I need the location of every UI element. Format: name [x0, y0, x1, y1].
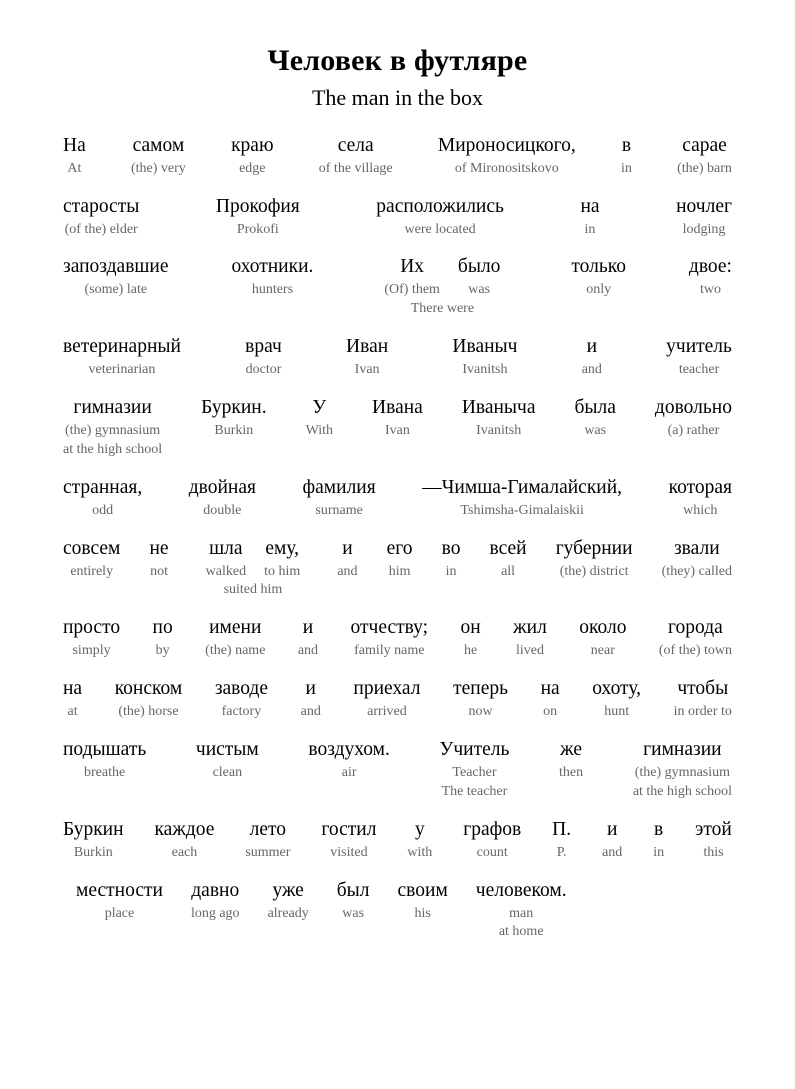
word-pair — [297, 616, 319, 661]
source-word: чтобы — [677, 678, 729, 700]
source-word: по — [152, 617, 173, 639]
word-pair — [230, 134, 274, 179]
source-word: только — [571, 256, 626, 278]
gloss-word: entirely — [70, 563, 114, 579]
source-word: учитель — [666, 336, 732, 358]
source-word: конском — [114, 678, 183, 700]
word-pair — [551, 818, 572, 863]
source-word: фамилия — [302, 476, 376, 498]
source-word: около — [579, 617, 627, 639]
gloss-word: hunters — [251, 282, 294, 298]
word-pair — [512, 616, 548, 661]
gloss-word: veterinarian — [88, 362, 156, 378]
word-pair — [591, 677, 642, 722]
word-pair — [215, 195, 301, 240]
source-word: Иван — [346, 336, 389, 358]
word-pair — [665, 335, 733, 380]
source-word: и — [305, 678, 316, 700]
source-word: этой — [695, 818, 732, 840]
source-word: теперь — [453, 678, 509, 700]
gloss-word: in — [620, 160, 632, 176]
gloss-word: At — [67, 160, 82, 176]
word-pair — [668, 476, 733, 521]
word-pair — [200, 396, 267, 441]
word-pair — [406, 818, 433, 863]
gloss-word: his — [414, 905, 431, 921]
word-pair — [114, 677, 184, 722]
word-pair — [254, 879, 323, 924]
word-pair — [540, 677, 561, 722]
gloss-word: edge — [239, 160, 266, 176]
gloss-word: of Mironositskovo — [454, 160, 559, 176]
word-pair — [632, 738, 733, 802]
gloss-word: air — [341, 765, 357, 781]
word-pair — [62, 476, 143, 521]
gloss-word: each — [171, 844, 198, 860]
gloss-word: and — [337, 563, 358, 579]
word-pair — [371, 396, 424, 441]
source-word: же — [560, 739, 583, 761]
word-pair — [437, 134, 577, 179]
word-pair — [441, 537, 462, 582]
word-pair — [676, 134, 733, 179]
source-word: запоздавшие — [63, 256, 169, 278]
text-line — [62, 818, 733, 863]
word-pair — [204, 616, 266, 661]
source-word: старосты — [63, 195, 140, 217]
source-word: На — [63, 134, 86, 156]
word-pair — [214, 677, 269, 722]
word-pair — [62, 879, 177, 924]
source-word: на — [580, 195, 600, 217]
source-word: он — [460, 617, 481, 639]
gloss-word: were located — [404, 221, 476, 237]
word-pair — [658, 616, 733, 661]
source-word: расположились — [376, 195, 504, 217]
source-word: довольно — [654, 397, 732, 419]
word-pair — [177, 879, 254, 924]
source-word: Прокофия — [215, 195, 300, 217]
word-pair — [62, 537, 121, 582]
source-word: села — [337, 134, 374, 156]
gloss-word: summer — [245, 844, 291, 860]
word-pair — [62, 335, 182, 380]
word-pair — [152, 616, 174, 661]
word-pair — [449, 255, 510, 300]
source-word: которая — [668, 476, 732, 498]
source-word: охотники. — [231, 256, 314, 278]
word-pair — [460, 616, 482, 661]
word-pair — [661, 537, 733, 582]
gloss-word: Ivan — [384, 423, 410, 439]
gloss-word: (the) name — [205, 643, 266, 659]
word-pair — [62, 738, 147, 783]
source-word: города — [668, 617, 723, 639]
word-pair — [555, 537, 634, 582]
gloss-word: already — [267, 905, 309, 921]
word-pair — [688, 255, 733, 300]
source-word: гимназии — [643, 739, 722, 761]
word-pair — [570, 255, 627, 300]
source-word: и — [586, 336, 598, 358]
source-word: —Чимша-Гималайский, — [422, 476, 623, 498]
gloss-word: and — [581, 362, 602, 378]
word-pair — [375, 195, 505, 240]
gloss-word: (the) barn — [677, 160, 732, 176]
source-word: странная, — [63, 476, 143, 498]
word-pair — [384, 879, 462, 924]
gloss-word: only — [586, 282, 612, 298]
word-pair — [62, 677, 83, 722]
gloss-word: was — [468, 282, 491, 298]
source-word: двойная — [188, 476, 256, 498]
source-word: губернии — [555, 537, 633, 559]
word-pair — [62, 195, 140, 240]
word-pair — [601, 818, 623, 863]
gloss-word: place — [104, 905, 135, 921]
word-pair — [350, 616, 430, 661]
gloss-word: two — [699, 282, 721, 298]
word-pair — [421, 476, 623, 521]
word-pair — [673, 677, 733, 722]
gloss-word: near — [590, 643, 615, 659]
word-pair — [255, 537, 309, 582]
word-pair — [323, 879, 384, 924]
text-line — [62, 335, 733, 380]
source-word: не — [149, 537, 169, 559]
text-line — [62, 879, 733, 943]
word-pair — [581, 335, 603, 380]
source-word: совсем — [63, 537, 121, 559]
gloss-word: walked — [205, 563, 247, 579]
word-pair — [462, 818, 522, 863]
gloss-word: double — [203, 502, 242, 518]
word-pair — [489, 537, 528, 582]
gloss-word: doctor — [245, 362, 282, 378]
source-word: охоту, — [592, 678, 641, 700]
source-word: чистым — [195, 739, 259, 761]
page-subtitle-english: The man in the box — [311, 84, 484, 110]
gloss-word: with — [407, 844, 433, 860]
word-group — [197, 537, 310, 601]
source-word: на — [63, 678, 83, 700]
source-word: Ивана — [372, 397, 423, 419]
gloss-word: Ivan — [354, 362, 380, 378]
source-word: краю — [231, 134, 274, 156]
word-pair — [451, 335, 518, 380]
gloss-word: odd — [92, 502, 114, 518]
source-word: всей — [489, 537, 527, 559]
word-pair — [62, 616, 121, 661]
word-pair — [244, 335, 283, 380]
gloss-word: in — [445, 563, 457, 579]
gloss-word: clean — [212, 765, 243, 781]
source-word: Буркин — [63, 818, 124, 840]
gloss-word: factory — [221, 704, 262, 720]
word-pair — [62, 396, 163, 460]
word-pair — [694, 818, 733, 863]
source-word: П. — [552, 818, 572, 840]
gloss-word: Burkin — [73, 844, 113, 860]
source-word: и — [606, 818, 618, 840]
word-pair — [195, 738, 260, 783]
source-word: графов — [463, 818, 522, 840]
gloss-word: and — [300, 704, 321, 720]
gloss-word: surname — [315, 502, 363, 518]
word-pair — [307, 738, 390, 783]
gloss-word: hunt — [604, 704, 630, 720]
source-word: воздухом. — [308, 739, 390, 761]
text-line — [62, 195, 733, 240]
word-pair — [352, 677, 421, 722]
gloss-word: Burkin — [214, 423, 254, 439]
gloss-word: breathe — [84, 765, 126, 781]
gloss-word-alt: at home — [498, 924, 544, 940]
gloss-word: visited — [330, 844, 368, 860]
gloss-word: Tshimsha-Gimalaiskii — [460, 502, 584, 518]
source-word: самом — [132, 134, 185, 156]
source-word: ему, — [265, 537, 299, 559]
gloss-word: simply — [72, 643, 111, 659]
source-word: было — [457, 256, 501, 278]
gloss-word: this — [703, 844, 724, 860]
gloss-word: not — [150, 563, 168, 579]
word-pair — [558, 738, 584, 783]
source-word: лето — [249, 818, 287, 840]
word-pair — [574, 396, 617, 441]
gloss-word: all — [501, 563, 516, 579]
gloss-word: lodging — [682, 221, 726, 237]
word-pair — [197, 537, 255, 582]
gloss-word: (of the) elder — [64, 221, 138, 237]
gloss-word: at — [67, 704, 78, 720]
word-pair — [62, 255, 170, 300]
source-word: звали — [673, 537, 720, 559]
source-word: гостил — [321, 818, 377, 840]
gloss-phrase: There were — [410, 301, 475, 317]
text-line — [62, 476, 733, 521]
word-pair — [302, 476, 377, 521]
word-pair — [148, 537, 169, 582]
source-word: ветеринарный — [63, 336, 181, 358]
gloss-word: and — [602, 844, 623, 860]
gloss-word: (of the) town — [658, 643, 732, 659]
gloss-word: (a) rather — [667, 423, 720, 439]
source-word: в — [654, 818, 664, 840]
source-word: Буркин. — [201, 397, 267, 419]
gloss-word: then — [559, 765, 584, 781]
gloss-word: P. — [556, 844, 567, 860]
source-word: его — [386, 537, 413, 559]
gloss-word: teacher — [678, 362, 720, 378]
source-word: заводе — [214, 678, 269, 700]
word-pair — [675, 195, 733, 240]
source-word: в — [621, 134, 632, 156]
word-pair — [130, 134, 187, 179]
text-line — [62, 255, 733, 319]
gloss-word: Ivanitsh — [476, 423, 522, 439]
source-word: была — [574, 397, 616, 419]
source-word: во — [441, 537, 461, 559]
gloss-word: count — [476, 844, 508, 860]
word-pair — [375, 255, 449, 300]
gloss-word: long ago — [190, 905, 240, 921]
source-word: был — [336, 879, 370, 901]
word-pair — [62, 134, 87, 179]
gloss-word: (the) horse — [118, 704, 179, 720]
gloss-word: (the) gymnasium — [634, 765, 731, 781]
word-pair — [345, 335, 389, 380]
source-word: у — [414, 818, 425, 840]
gloss-word: (the) very — [131, 160, 186, 176]
gloss-word: lived — [515, 643, 544, 659]
source-word: шла — [209, 537, 243, 559]
text-line — [62, 738, 733, 802]
source-word: ночлег — [676, 195, 732, 217]
gloss-word-alt: The teacher — [441, 783, 508, 799]
source-word: Иваныч — [452, 336, 518, 358]
gloss-word: now — [468, 704, 493, 720]
word-group-words — [375, 255, 509, 300]
source-word: человеком. — [475, 879, 567, 901]
gloss-word: of the village — [318, 160, 393, 176]
source-word: Иваныча — [461, 397, 536, 419]
word-pair — [320, 818, 377, 863]
gloss-word-alt: at the high school — [63, 441, 163, 457]
gloss-word: Teacher — [452, 765, 497, 781]
gloss-word: family name — [354, 643, 425, 659]
gloss-word: him — [388, 563, 411, 579]
gloss-word: (the) gymnasium — [64, 423, 161, 439]
source-word: Их — [400, 256, 425, 278]
gloss-word-alt: at the high school — [632, 783, 732, 799]
source-word: своим — [397, 879, 448, 901]
gloss-word: (Of) them — [384, 282, 440, 298]
word-pair — [386, 537, 414, 582]
source-word: жил — [513, 617, 547, 639]
source-word: и — [302, 617, 314, 639]
gloss-word: man — [509, 905, 534, 921]
source-word: Мироносицкого, — [437, 134, 576, 156]
source-word: двое: — [688, 256, 732, 278]
text-line — [62, 537, 733, 601]
word-pair — [462, 879, 581, 943]
word-group-words — [197, 537, 310, 582]
gloss-word: Prokofi — [236, 221, 279, 237]
word-pair — [578, 616, 627, 661]
gloss-word: which — [683, 502, 718, 518]
gloss-word: arrived — [367, 704, 407, 720]
gloss-word: in — [653, 844, 665, 860]
gloss-phrase: suited him — [223, 582, 283, 598]
source-word: приехал — [353, 678, 421, 700]
word-pair — [318, 134, 394, 179]
gloss-word: Ivanitsh — [462, 362, 508, 378]
word-pair — [305, 396, 334, 441]
source-word: отчеству; — [350, 617, 429, 639]
gloss-word: in order to — [673, 704, 732, 720]
word-pair — [452, 677, 509, 722]
word-pair — [439, 738, 511, 802]
word-pair — [654, 396, 733, 441]
gloss-word: (some) late — [84, 282, 148, 298]
gloss-word: was — [584, 423, 607, 439]
source-word: уже — [272, 879, 304, 901]
source-word: врач — [245, 336, 282, 358]
source-word: давно — [191, 879, 240, 901]
text-line — [62, 134, 733, 179]
text-line — [62, 677, 733, 722]
gloss-word: he — [464, 643, 478, 659]
word-pair — [230, 255, 314, 300]
gloss-word: on — [543, 704, 558, 720]
source-word: сарае — [682, 134, 727, 156]
word-pair — [62, 818, 125, 863]
word-pair — [620, 134, 633, 179]
source-word: У — [312, 397, 327, 419]
gloss-word: With — [305, 423, 334, 439]
gloss-word: was — [342, 905, 365, 921]
page-title-russian: Человек в футляре — [267, 44, 528, 77]
word-pair — [300, 677, 322, 722]
gloss-word: (they) called — [661, 563, 732, 579]
source-word: подышать — [63, 739, 147, 761]
gloss-word: and — [297, 643, 319, 659]
interlinear-text-body — [62, 134, 733, 943]
source-word: местности — [76, 879, 163, 901]
word-group — [375, 255, 509, 319]
gloss-word: by — [155, 643, 170, 659]
source-word: Учитель — [439, 739, 510, 761]
gloss-word: in — [584, 221, 596, 237]
source-word: каждое — [154, 818, 215, 840]
text-line — [62, 616, 733, 661]
word-pair — [244, 818, 291, 863]
word-pair — [188, 476, 257, 521]
text-line — [62, 396, 733, 460]
source-word: просто — [63, 617, 121, 639]
gloss-word: to him — [264, 563, 301, 579]
source-word: на — [540, 678, 560, 700]
word-pair — [461, 396, 537, 441]
gloss-word: (the) district — [559, 563, 629, 579]
word-pair — [154, 818, 216, 863]
source-word: и — [342, 537, 353, 559]
word-pair — [652, 818, 665, 863]
word-pair — [579, 195, 600, 240]
word-pair — [336, 537, 358, 582]
source-word: имени — [209, 617, 262, 639]
source-word: гимназии — [73, 397, 152, 419]
